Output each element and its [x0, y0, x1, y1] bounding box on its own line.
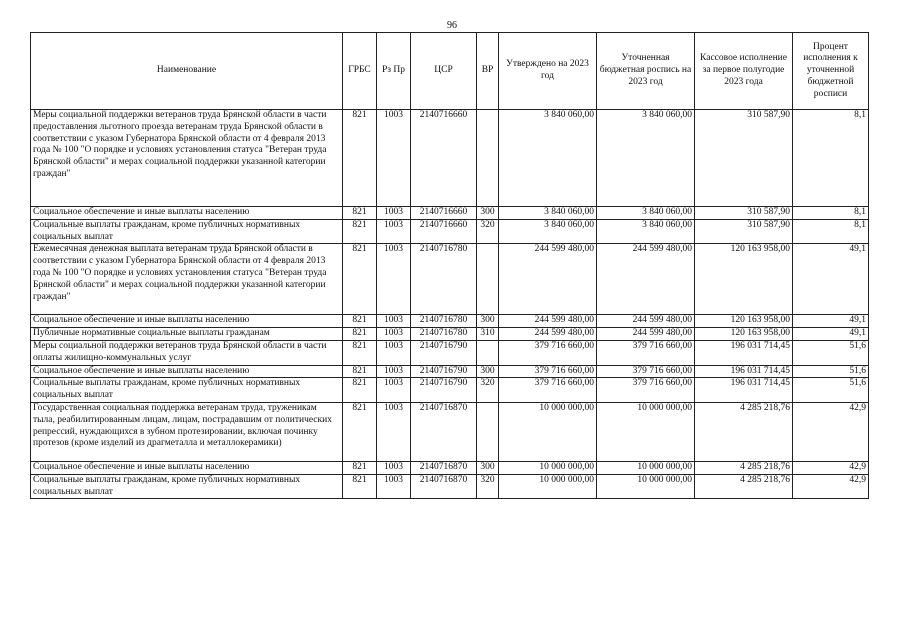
cell-cash: 310 587,90	[695, 219, 793, 244]
cell-approved: 244 599 480,00	[499, 328, 597, 341]
cell-csr: 2140716660	[411, 207, 477, 220]
cell-refined: 3 840 060,00	[597, 219, 695, 244]
cell-rzpr: 1003	[377, 219, 411, 244]
table-row	[31, 474, 869, 499]
cell-grbs: 821	[343, 402, 377, 461]
cell-approved: 10 000 000,00	[499, 402, 597, 461]
cell-cash: 196 031 714,45	[695, 340, 793, 365]
cell-vr	[477, 402, 499, 461]
cell-csr: 2140716870	[411, 474, 477, 499]
cell-csr: 2140716870	[411, 402, 477, 461]
cell-rzpr: 1003	[377, 365, 411, 378]
cell-cash: 4 285 218,76	[695, 402, 793, 461]
cell-approved: 379 716 660,00	[499, 378, 597, 403]
table-row	[31, 315, 869, 328]
cell-rzpr: 1003	[377, 461, 411, 474]
cell-cash: 4 285 218,76	[695, 474, 793, 499]
table-row	[31, 244, 869, 315]
cell-cash: 310 587,90	[695, 207, 793, 220]
cell-vr: 300	[477, 365, 499, 378]
cell-approved: 3 840 060,00	[499, 219, 597, 244]
cell-vr	[477, 110, 499, 207]
cell-grbs: 821	[343, 365, 377, 378]
table-row	[31, 402, 869, 461]
cell-name: Меры социальной поддержки ветеранов труда Брянской области в части оплаты жилищно-коммунальных услуг	[31, 340, 343, 365]
cell-approved: 3 840 060,00	[499, 207, 597, 220]
cell-refined: 244 599 480,00	[597, 328, 695, 341]
cell-cash: 120 163 958,00	[695, 244, 793, 315]
cell-percent: 51,6	[793, 340, 869, 365]
cell-refined: 3 840 060,00	[597, 207, 695, 220]
cell-name: Государственная социальная поддержка ветеранам труда, труженикам тыла, реабилитированным лицам, лицам, пострадавшим от политических репрессий, нуждающихся в зубном протезировании, включая починку протезов (кроме изделий из драгметалла и металлокерамики)	[31, 402, 343, 461]
cell-name: Социальное обеспечение и иные выплаты населению	[31, 365, 343, 378]
cell-cash: 120 163 958,00	[695, 328, 793, 341]
table-row	[31, 207, 869, 220]
cell-approved: 379 716 660,00	[499, 340, 597, 365]
header-refined: Уточненная бюджетная роспись на 2023 год	[597, 33, 695, 110]
cell-refined: 244 599 480,00	[597, 244, 695, 315]
header-grbs: ГРБС	[343, 33, 377, 110]
cell-percent: 42,9	[793, 474, 869, 499]
header-approved: Утверждено на 2023 год	[499, 33, 597, 110]
cell-refined: 379 716 660,00	[597, 365, 695, 378]
cell-vr: 320	[477, 219, 499, 244]
cell-vr: 300	[477, 461, 499, 474]
table-row	[31, 219, 869, 244]
cell-refined: 379 716 660,00	[597, 340, 695, 365]
cell-rzpr: 1003	[377, 340, 411, 365]
cell-grbs: 821	[343, 315, 377, 328]
cell-grbs: 821	[343, 474, 377, 499]
cell-vr: 300	[477, 315, 499, 328]
cell-csr: 2140716870	[411, 461, 477, 474]
cell-csr: 2140716790	[411, 340, 477, 365]
cell-rzpr: 1003	[377, 244, 411, 315]
cell-name: Социальные выплаты гражданам, кроме публичных нормативных социальных выплат	[31, 219, 343, 244]
cell-grbs: 821	[343, 340, 377, 365]
cell-name: Меры социальной поддержки ветеранов труда Брянской области в части предоставления льготного проезда ветеранам труда Брянской области в соответствии с указом Губернатора Брянской области от 4 февраля 2013 года № 100 "О порядке и условиях установления статуса "Ветеран труда Брянской области" и мерах социальной поддержки указанной категории граждан"	[31, 110, 343, 207]
cell-approved: 379 716 660,00	[499, 365, 597, 378]
cell-refined: 10 000 000,00	[597, 474, 695, 499]
table-row	[31, 365, 869, 378]
table-row	[31, 340, 869, 365]
header-cash: Кассовое исполнение за первое полугодие 2023 года	[695, 33, 793, 110]
cell-cash: 196 031 714,45	[695, 378, 793, 403]
cell-name: Социальное обеспечение и иные выплаты населению	[31, 461, 343, 474]
cell-grbs: 821	[343, 110, 377, 207]
cell-approved: 10 000 000,00	[499, 461, 597, 474]
cell-percent: 49,1	[793, 315, 869, 328]
cell-name: Социальное обеспечение и иные выплаты населению	[31, 315, 343, 328]
cell-vr	[477, 244, 499, 315]
cell-cash: 196 031 714,45	[695, 365, 793, 378]
cell-vr	[477, 340, 499, 365]
cell-cash: 4 285 218,76	[695, 461, 793, 474]
cell-csr: 2140716780	[411, 328, 477, 341]
cell-name: Ежемесячная денежная выплата ветеранам труда Брянской области в соответствии с указом Губернатора Брянской области от 4 февраля 2013 года № 100 "О порядке и условиях установления статуса "Ветеран труда Брянской области" и мерах социальной поддержки указанной категории граждан"	[31, 244, 343, 315]
cell-refined: 10 000 000,00	[597, 461, 695, 474]
cell-rzpr: 1003	[377, 315, 411, 328]
cell-percent: 42,9	[793, 461, 869, 474]
cell-rzpr: 1003	[377, 474, 411, 499]
cell-vr: 300	[477, 207, 499, 220]
cell-rzpr: 1003	[377, 402, 411, 461]
table-row	[31, 378, 869, 403]
cell-approved: 244 599 480,00	[499, 244, 597, 315]
cell-vr: 320	[477, 474, 499, 499]
cell-refined: 3 840 060,00	[597, 110, 695, 207]
cell-name: Публичные нормативные социальные выплаты гражданам	[31, 328, 343, 341]
cell-grbs: 821	[343, 219, 377, 244]
cell-approved: 244 599 480,00	[499, 315, 597, 328]
cell-vr: 320	[477, 378, 499, 403]
header-rzpr: Рз Пр	[377, 33, 411, 110]
header-row	[31, 33, 869, 110]
cell-approved: 3 840 060,00	[499, 110, 597, 207]
cell-refined: 379 716 660,00	[597, 378, 695, 403]
cell-percent: 49,1	[793, 328, 869, 341]
cell-grbs: 821	[343, 461, 377, 474]
table-row	[31, 461, 869, 474]
cell-refined: 10 000 000,00	[597, 402, 695, 461]
cell-name: Социальные выплаты гражданам, кроме публичных нормативных социальных выплат	[31, 474, 343, 499]
cell-percent: 8,1	[793, 110, 869, 207]
cell-grbs: 821	[343, 378, 377, 403]
cell-cash: 120 163 958,00	[695, 315, 793, 328]
table-row	[31, 328, 869, 341]
page-number: 96	[447, 20, 457, 31]
cell-percent: 8,1	[793, 219, 869, 244]
cell-rzpr: 1003	[377, 110, 411, 207]
cell-vr: 310	[477, 328, 499, 341]
cell-name: Социальные выплаты гражданам, кроме публичных нормативных социальных выплат	[31, 378, 343, 403]
cell-rzpr: 1003	[377, 207, 411, 220]
cell-csr: 2140716780	[411, 244, 477, 315]
cell-percent: 49,1	[793, 244, 869, 315]
cell-percent: 51,6	[793, 365, 869, 378]
header-percent: Процент исполнения к уточненной бюджетной росписи	[793, 33, 869, 110]
cell-csr: 2140716780	[411, 315, 477, 328]
cell-rzpr: 1003	[377, 328, 411, 341]
cell-percent: 51,6	[793, 378, 869, 403]
header-csr: ЦСР	[411, 33, 477, 110]
cell-grbs: 821	[343, 244, 377, 315]
header-name: Наименование	[31, 33, 343, 110]
cell-approved: 10 000 000,00	[499, 474, 597, 499]
cell-grbs: 821	[343, 207, 377, 220]
cell-csr: 2140716790	[411, 378, 477, 403]
cell-percent: 8,1	[793, 207, 869, 220]
cell-csr: 2140716790	[411, 365, 477, 378]
budget-table	[30, 32, 869, 499]
table-row	[31, 110, 869, 207]
cell-rzpr: 1003	[377, 378, 411, 403]
cell-csr: 2140716660	[411, 110, 477, 207]
cell-percent: 42,9	[793, 402, 869, 461]
cell-csr: 2140716660	[411, 219, 477, 244]
header-vr: ВР	[477, 33, 499, 110]
cell-grbs: 821	[343, 328, 377, 341]
cell-cash: 310 587,90	[695, 110, 793, 207]
cell-refined: 244 599 480,00	[597, 315, 695, 328]
cell-name: Социальное обеспечение и иные выплаты населению	[31, 207, 343, 220]
